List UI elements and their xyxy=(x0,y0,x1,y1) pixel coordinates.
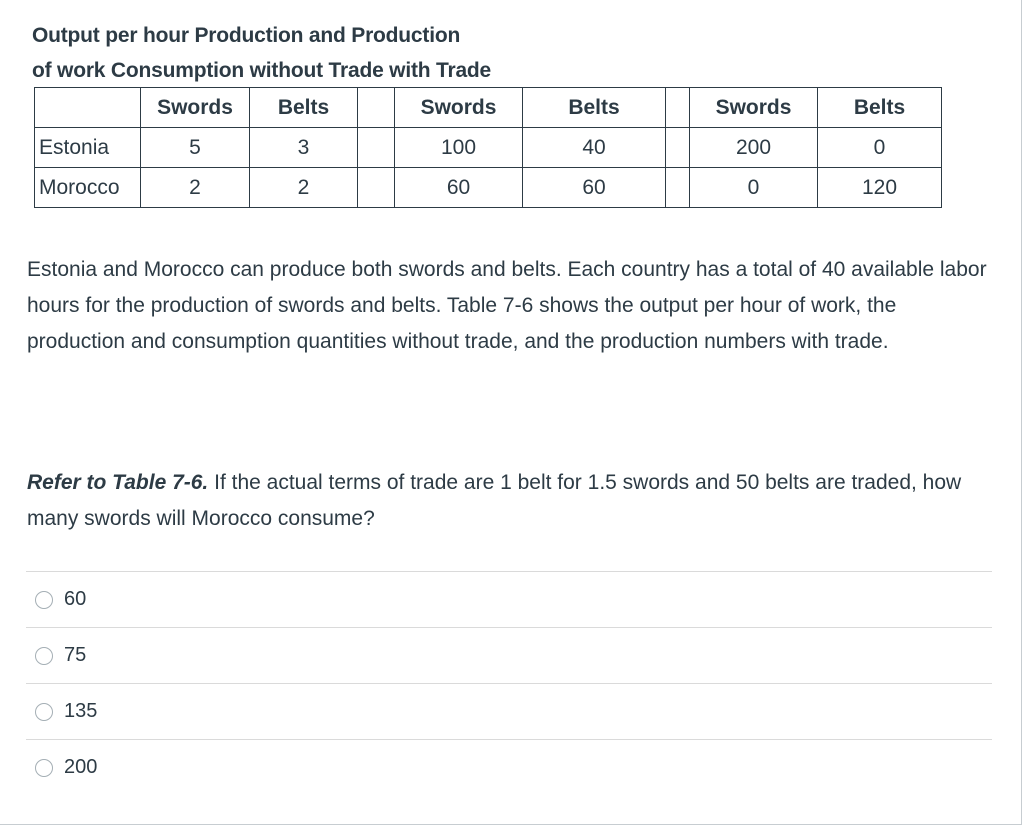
table-cell: 60 xyxy=(395,168,523,208)
question-body: If the actual terms of trade are 1 belt for 1.5 swords and 50 belts are traded, how many swords will Morocco consume? xyxy=(27,471,962,530)
table-cell: 60 xyxy=(523,168,666,208)
table-cell: 3 xyxy=(250,128,358,168)
answer-option-1[interactable] xyxy=(26,572,992,628)
answer-label: 60 xyxy=(64,588,87,610)
header-cell-spacer xyxy=(358,88,395,128)
table-cell: 40 xyxy=(523,128,666,168)
data-table xyxy=(34,87,942,208)
header-cell-swords-trade: Swords xyxy=(690,88,818,128)
row-label: Morocco xyxy=(35,168,141,208)
header-cell-belts-no-trade: Belts xyxy=(523,88,666,128)
row-label: Estonia xyxy=(35,128,141,168)
radio-button[interactable] xyxy=(35,703,53,721)
table-cell: 0 xyxy=(818,128,942,168)
table-cell-spacer xyxy=(358,168,395,208)
header-cell-belts-trade: Belts xyxy=(818,88,942,128)
table-caption xyxy=(32,18,491,88)
header-cell-belts-output: Belts xyxy=(250,88,358,128)
table-cell: 120 xyxy=(818,168,942,208)
answer-list xyxy=(26,571,992,796)
table-cell: 5 xyxy=(141,128,250,168)
table-cell: 200 xyxy=(690,128,818,168)
table-row-estonia xyxy=(35,128,942,168)
radio-button[interactable] xyxy=(35,591,53,609)
answer-option-4[interactable] xyxy=(26,740,992,796)
answer-label: 135 xyxy=(64,700,98,722)
table-cell-spacer xyxy=(358,128,395,168)
caption-line-2: of work Consumption without Trade with Trade xyxy=(32,59,492,82)
header-cell-blank xyxy=(35,88,141,128)
answer-option-2[interactable] xyxy=(26,628,992,684)
answer-option-3[interactable] xyxy=(26,684,992,740)
scenario-text: Estonia and Morocco can produce both swords and belts. Each country has a total of 40 available labor hours for the production of swords and belts. Table 7-6 shows the output per hour of work, the production and consumption quantities without trade, and the production numbers with trade. xyxy=(27,258,987,353)
header-cell-swords-output: Swords xyxy=(141,88,250,128)
answer-label: 200 xyxy=(64,756,98,778)
question-text xyxy=(27,465,1002,537)
header-cell-spacer xyxy=(666,88,690,128)
header-cell-swords-no-trade: Swords xyxy=(395,88,523,128)
table-row-morocco xyxy=(35,168,942,208)
radio-button[interactable] xyxy=(35,759,53,777)
table-cell: 2 xyxy=(250,168,358,208)
radio-button[interactable] xyxy=(35,647,53,665)
table-reference: Refer to Table 7-6. xyxy=(27,471,209,494)
answer-label: 75 xyxy=(64,644,87,666)
caption-line-1: Output per hour Production and Production xyxy=(32,24,461,47)
table-header-row xyxy=(35,88,942,128)
table-cell: 0 xyxy=(690,168,818,208)
table-cell: 100 xyxy=(395,128,523,168)
table-cell: 2 xyxy=(141,168,250,208)
table-cell-spacer xyxy=(666,168,690,208)
table-cell-spacer xyxy=(666,128,690,168)
